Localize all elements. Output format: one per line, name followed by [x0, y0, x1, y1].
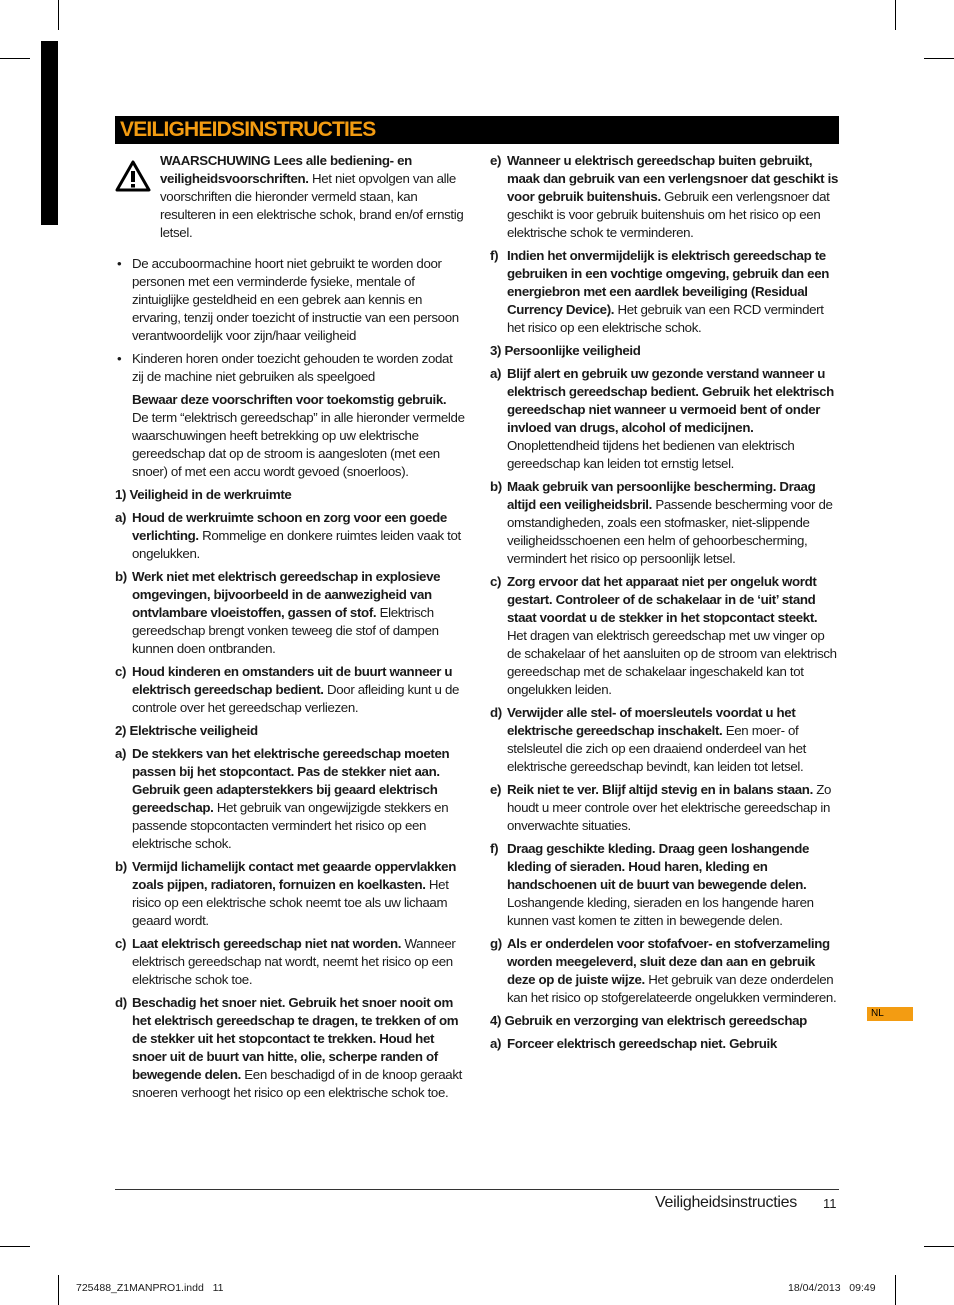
item-label: d): [115, 995, 127, 1010]
item-label: a): [115, 746, 127, 761]
bullet-dot: •: [117, 351, 122, 366]
list-item: [115, 509, 465, 563]
item-bold: Forceer elektrisch gereedschap niet. Gebruik: [507, 1036, 777, 1051]
item-text: Door afleiding kunt u de controle over het gereedschap verliezen.: [132, 682, 460, 715]
section-heading: 2) Elektrische veiligheid: [115, 723, 258, 738]
crop-mark: [895, 0, 896, 30]
page-number: 11: [823, 1196, 837, 1211]
crop-mark: [58, 0, 59, 30]
list-item: [490, 840, 838, 930]
item-bold: Laat elektrisch gereedschap niet nat worden.: [132, 936, 402, 951]
item-bold: Zorg ervoor dat het apparaat niet per ongeluk wordt gestart. Controleer of de schakelaar in de ‘uit’ stand staat voordat u de stekker in het stopcontact steekt.: [507, 574, 818, 625]
right-column: [490, 152, 838, 1058]
bullet-text: Kinderen horen onder toezicht gehouden te worden zodat zij de machine niet gebruiken als speelgoed: [132, 351, 453, 384]
item-text: Een moer- of stelsleutel die zich op een draaiend onderdeel van het elektrische gereedschap bevindt, kan leiden tot letsel.: [507, 723, 806, 774]
crop-mark: [895, 1275, 896, 1305]
item-bold: Reik niet te ver. Blijf altijd stevig en in balans staan.: [507, 782, 813, 797]
print-slug-date: 18/04/2013 09:49: [788, 1282, 876, 1294]
list-item: [490, 1035, 838, 1053]
item-text: Een beschadigd of in de knoop geraakt snoeren verhoogt het risico op een elektrische schok toe.: [132, 1067, 462, 1100]
warning-bold: WAARSCHUWING Lees alle bediening- en veiligheidsvoorschriften.: [160, 153, 412, 186]
list-item: [490, 781, 838, 835]
item-label: b): [490, 479, 502, 494]
item-label: c): [115, 664, 127, 679]
item-label: c): [115, 936, 127, 951]
list-item: [490, 247, 838, 337]
item-label: a): [490, 1036, 502, 1051]
item-text: Loshangende kleding, sieraden en los hangende haren kunnen vast komen te zitten in bewegende delen.: [507, 895, 814, 928]
side-black-bar: [41, 41, 58, 225]
warning-text: Het niet opvolgen van alle voorschriften die hieronder vermeld staan, kan resulteren in een elektrische schok, brand en/of ernstig letsel.: [160, 171, 464, 240]
item-text: Passende bescherming voor de omstandigheden, zoals een stofmasker, niet-slippende veiligheidsschoenen een helm of gehoorbescherming, vermindert het risico op persoonlijk letsel.: [507, 497, 833, 566]
item-text: Het gebruik van een RCD vermindert het risico op een elektrische schok.: [507, 302, 824, 335]
list-item: [115, 255, 465, 345]
item-text: Het gebruik van deze onderdelen kan het risico op stofgerelateerde ongelukken verminderen.: [507, 972, 837, 1005]
print-slug-file: 725488_Z1MANPRO1.indd 11: [76, 1282, 224, 1294]
list-item: [115, 935, 465, 989]
language-tab: NL: [867, 1007, 913, 1021]
item-label: d): [490, 705, 502, 720]
list-item: [115, 994, 465, 1102]
item-text: Zo houdt u meer controle over het elektrische gereedschap in onverwachte situaties.: [507, 782, 832, 833]
left-column: [115, 152, 465, 1107]
item-label: f): [490, 841, 499, 856]
item-label: g): [490, 936, 502, 951]
list-item: [115, 568, 465, 658]
item-label: e): [490, 153, 502, 168]
item-label: f): [490, 248, 499, 263]
item-text: Onoplettendheid tijdens het bedienen van elektrisch gereedschap kan leiden tot ernstig letsel.: [507, 438, 795, 471]
crop-mark: [924, 58, 954, 59]
crop-mark: [0, 1246, 30, 1247]
warning-paragraph: [132, 152, 465, 242]
list-item: [490, 365, 838, 473]
item-label: b): [115, 859, 127, 874]
item-label: b): [115, 569, 127, 584]
item-bold: Houd de werkruimte schoon en zorg voor een goede verlichting.: [132, 510, 447, 543]
item-bold: Vermijd lichamelijk contact met geaarde oppervlakken zoals pijpen, radiatoren, fornuizen en koelkasten.: [132, 859, 456, 892]
item-bold: Maak gebruik van persoonlijke bescherming. Draag altijd een veiligheidsbril.: [507, 479, 816, 512]
keep-bold: Bewaar deze voorschriften voor toekomstig gebruik.: [132, 392, 447, 407]
item-bold: De stekkers van het elektrische gereedschap moeten passen bij het stopcontact. Pas de stekker niet aan. Gebruik geen adapterstekkers bij geaard elektrisch gereedschap.: [132, 746, 450, 815]
item-bold: Blijf alert en gebruik uw gezonde verstand wanneer u elektrisch gereedschap bedient. Gebruik het elektrisch gereedschap niet wanneer u vermoeid bent of onder invloed van drugs, alcohol of medicijnen.: [507, 366, 834, 435]
item-bold: Indien het onvermijdelijk is elektrisch gereedschap te gebruiken in een vochtige omgeving, gebruik dan een energiebron met een aardlek beveiliging (Residual Currency Device).: [507, 248, 830, 317]
item-text: Het dragen van elektrisch gereedschap met uw vinger op de schakelaar of het aansluiten op de stroom van elektrisch gereedschap met de schakelaar ingeschakeld kan tot ongelukken leiden.: [507, 628, 837, 697]
item-label: a): [490, 366, 502, 381]
list-item: [490, 573, 838, 699]
item-text: Het risico op een elektrische schok neemt toe als uw lichaam geaard wordt.: [132, 877, 449, 928]
list-item: [115, 350, 465, 386]
footer-section-title: Veiligheidsinstructies: [655, 1194, 797, 1211]
list-item: [115, 663, 465, 717]
list-item: [115, 858, 465, 930]
item-text: Wanneer elektrisch gereedschap nat wordt, neemt het risico op een elektrische schok toe.: [132, 936, 456, 987]
list-item: [490, 704, 838, 776]
item-text: Gebruik een verlengsnoer dat geschikt is voor gebruik buitenshuis om het risico op een elektrische schok te verminderen.: [507, 189, 830, 240]
section-header-bar: [115, 116, 839, 144]
section-heading: 3) Persoonlijke veiligheid: [490, 343, 641, 358]
item-label: e): [490, 782, 502, 797]
item-text: Het gebruik van ongewijzigde stekkers en passende stopcontacten vermindert het risico op een elektrische schok.: [132, 800, 449, 851]
item-bold: Draag geschikte kleding. Draag geen loshangende kleding of sieraden. Houd haren, kleding en handschoenen uit de buurt van bewegende delen.: [507, 841, 810, 892]
list-item: [490, 152, 838, 242]
item-bold: Houd kinderen en omstanders uit de buurt wanneer u elektrisch gereedschap bedient.: [132, 664, 453, 697]
item-text: Elektrisch gereedschap brengt vonken teweeg die stof of dampen kunnen doen ontbranden.: [132, 605, 439, 656]
crop-mark: [58, 1275, 59, 1305]
crop-mark: [924, 1246, 954, 1247]
item-label: a): [115, 510, 127, 525]
item-bold: Wanneer u elektrisch gereedschap buiten gebruikt, maak dan gebruik van een verlengsnoer dat geschikt is voor gebruik buitenshuis.: [507, 153, 838, 204]
list-item: [490, 478, 838, 568]
bullet-dot: •: [117, 256, 122, 271]
list-item: [490, 935, 838, 1007]
item-label: c): [490, 574, 502, 589]
item-text: Rommelige en donkere ruimtes leiden vaak tot ongelukken.: [132, 528, 461, 561]
item-bold: Verwijder alle stel- of moersleutels voordat u het elektrische gereedschap inschakelt.: [507, 705, 796, 738]
warning-triangle-icon: [115, 160, 151, 192]
keep-instructions-paragraph: [115, 391, 465, 481]
page-title: VEILIGHEIDSINSTRUCTIES: [118, 117, 383, 143]
section-heading: 1) Veiligheid in de werkruimte: [115, 487, 292, 502]
item-bold: Werk niet met elektrisch gereedschap in explosieve omgevingen, bijvoorbeeld in de aanwezigheid van ontvlambare vloeistoffen, gassen of stof.: [132, 569, 441, 620]
footer-divider: [115, 1189, 839, 1190]
crop-mark: [0, 58, 30, 59]
list-item: [115, 745, 465, 853]
section-heading: 4) Gebruik en verzorging van elektrisch gereedschap: [490, 1013, 807, 1028]
item-bold: Beschadig het snoer niet. Gebruik het snoer nooit om het elektrisch gereedschap te dragen, te trekken of om de stekker uit het stopcontact te trekken. Houd het snoer uit de buurt van hitte, olie, scherpe randen of bewegende delen.: [132, 995, 459, 1082]
warning-block: [115, 152, 465, 242]
bullet-text: De accuboormachine hoort niet gebruikt te worden door personen met een verminderde fysieke, mentale of zintuiglijke gesteldheid en een gebrek aan kennis en ervaring, tenzij onder toezicht of instructie van een persoon verantwoordelijk voor zijn/haar veiligheid: [132, 256, 459, 343]
item-bold: Als er onderdelen voor stofafvoer- en stofverzameling worden meegeleverd, sluit deze dan aan en gebruik deze op de juiste wijze.: [507, 936, 830, 987]
keep-text: De term “elektrisch gereedschap” in alle hieronder vermelde waarschuwingen heeft betrekking op uw elektrische gereedschap dat op de stroom is aangesloten (met een snoer) of met een accu wordt gevoed (snoerloos).: [132, 410, 465, 479]
